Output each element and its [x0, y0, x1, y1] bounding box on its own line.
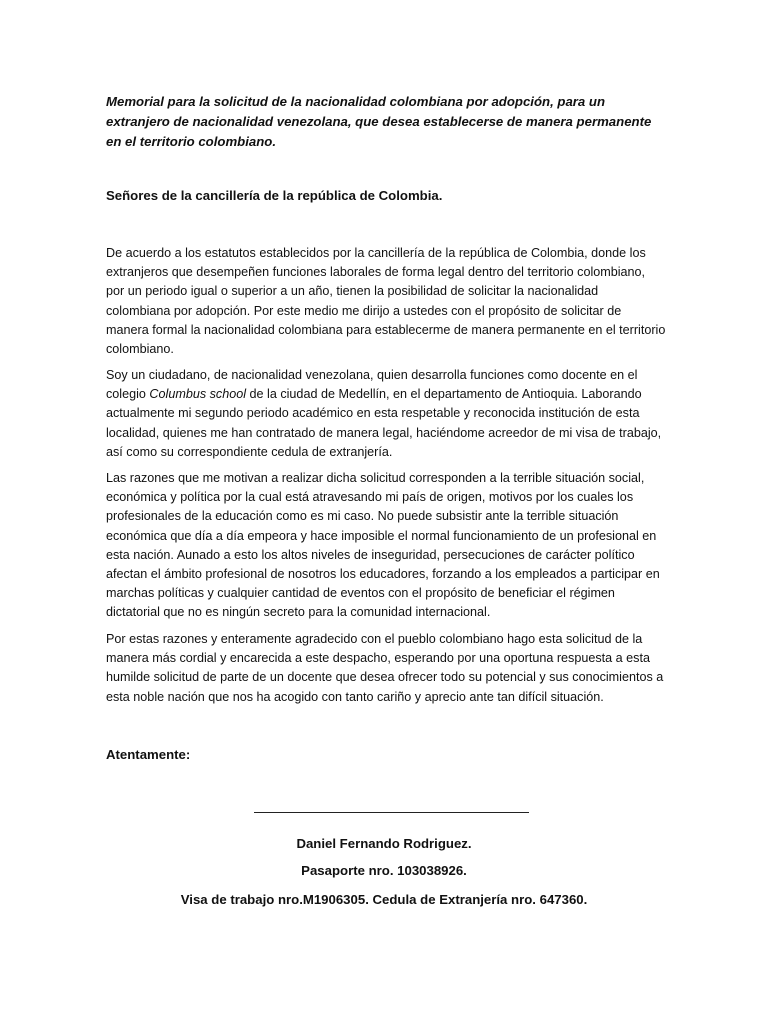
- paragraph-intro: De acuerdo a los estatutos establecidos por la cancillería de la república de Colombia, donde los extranjeros que desempeñen funciones laborales de forma legal dentro del territorio colombiano, por un periodo igual o superior a un año, tienen la posibilidad de solicitar la nacionalidad colombiana por adopción. Por este medio me dirijo a ustedes con el propósito de solicitar de manera formal la nacionalidad colombiana para establecerme de manera permanente en el territorio colombiano.: [106, 246, 666, 357]
- paragraph-conclusion: Por estas razones y enteramente agradecido con el pueblo colombiano hago esta solicitud de la manera más cordial y encarecida a este despacho, esperando por una oportuna respuesta a esta humilde solicitud de parte de un docente que desea ofrecer todo su potencial y sus conocimientos a esta noble nación que nos ha acogido con tanto cariño y aprecio ante tan difícil situación.: [106, 632, 664, 704]
- paragraph-reasons: Las razones que me motivan a realizar dicha solicitud corresponden a la terrible situación social, económica y política por la cual está atravesando mi país de origen, motivos por los cuales los profesionales de la educación como es mi caso. No puede subsistir ante la terrible situación económica que día a día empeora y hace imposible el normal funcionamiento de un profesional en esta nación. Aunado a esto los altos niveles de inseguridad, persecuciones de carácter político afectan el ámbito profesional de nosotros los educadores, forzando a los empleados a participar en marchas políticas y cualquier cantidad de eventos con el propósito de beneficiar el régimen dictatorial que no es ningún secreto para la comunidad internacional.: [106, 471, 660, 620]
- closing: Atentamente:: [106, 747, 191, 762]
- paragraph-background-text-end: de la ciudad de Medellín, en el departamento de Antioquia. Laborando actualmente mi segundo periodo académico en esta respetable y reconocida institución de esta localidad, quienes me han contratado de manera legal, haciéndome acreedor de mi visa de trabajo, así como su correspondiente cedula de extranjería.: [106, 387, 662, 459]
- document-heading: Memorial para la solicitud de la nacionalidad colombiana por adopción, para un extranjero de nacionalidad venezolana, que desea establecerse de manera permanente en el territorio colombiano.: [106, 94, 652, 149]
- signature-name: Daniel Fernando Rodriguez.: [296, 836, 472, 851]
- paragraph-background-text-start: Soy un ciudadano, de nacionalidad venezolana, quien desarrolla funciones como docente en el colegio: [106, 368, 638, 402]
- paragraph-background: [106, 366, 666, 462]
- school-name: Columbus school: [149, 387, 247, 402]
- signature-line: [254, 812, 529, 813]
- salutation: Señores de la cancillería de la república de Colombia.: [106, 188, 443, 203]
- passport-number: Pasaporte nro. 103038926.: [301, 863, 467, 878]
- visa-and-id-numbers: Visa de trabajo nro.M1906305. Cedula de Extranjería nro. 647360.: [180, 892, 588, 907]
